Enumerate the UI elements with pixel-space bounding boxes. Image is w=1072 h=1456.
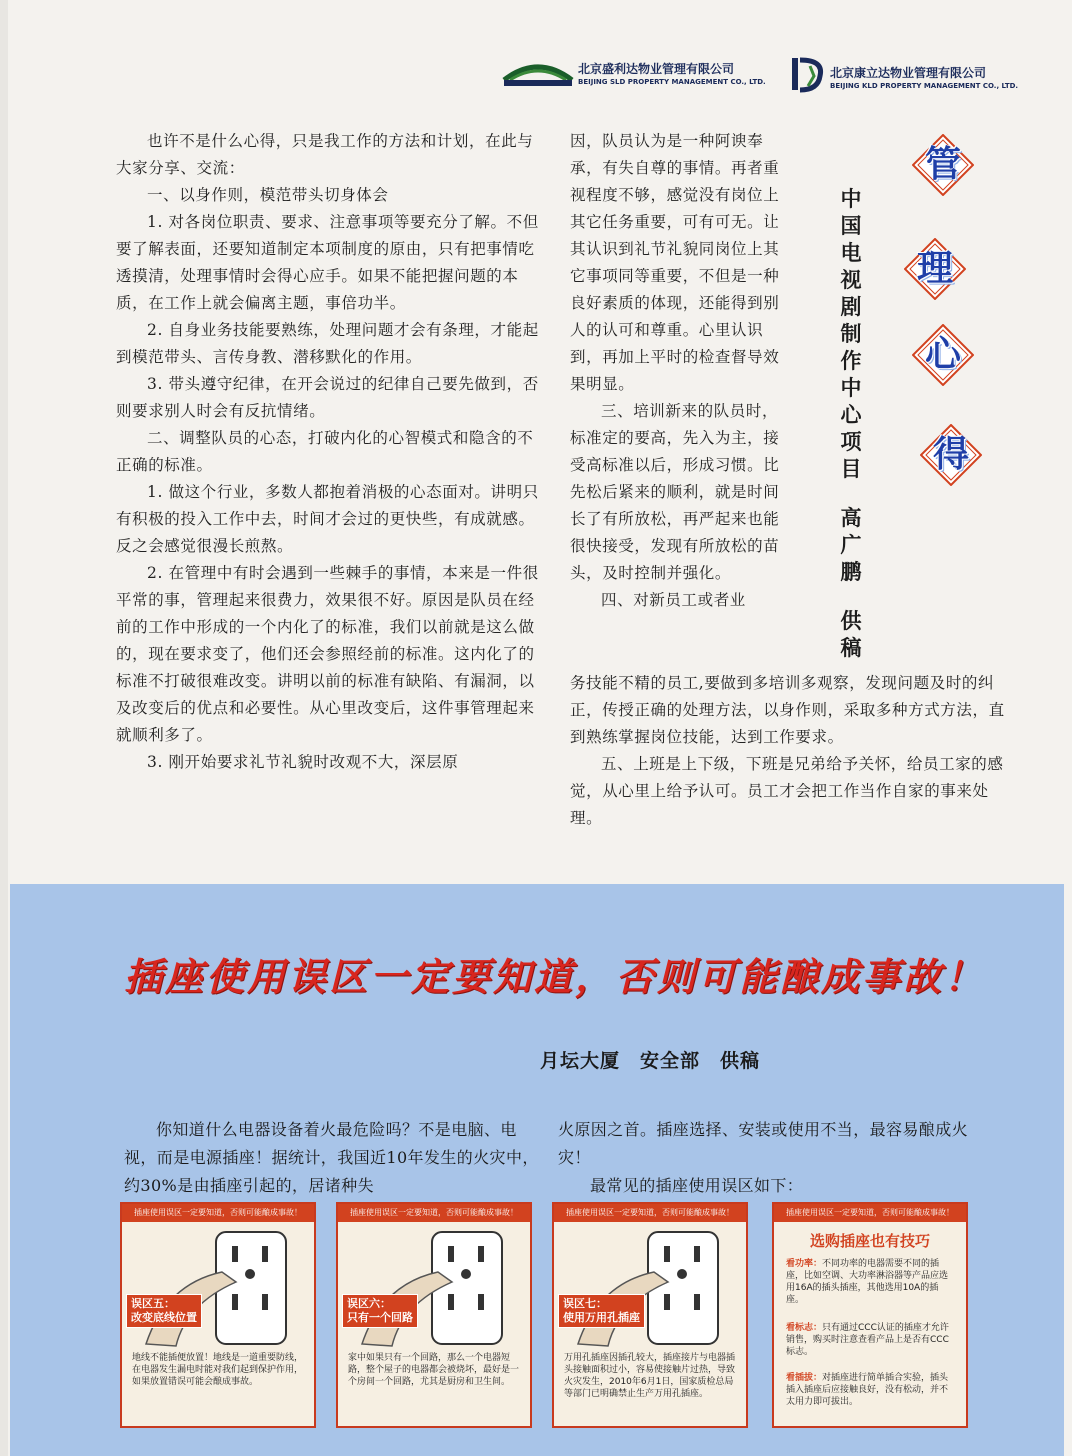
title-diamond-4 (920, 424, 982, 486)
byline-char: 视 (840, 268, 862, 292)
article-byline (836, 186, 866, 662)
banner-column-1 (124, 1116, 548, 1200)
panel4-item-label: 看标志： (786, 1323, 823, 1333)
socket-panel-4 (772, 1202, 968, 1428)
article-column-2 (570, 128, 792, 614)
paragraph: 2. 在管理中有时会遇到一些棘手的事情，本来是一件很平常的事，管理起来很费力，效果很不好。原因是队员在经前的工作中形成的一个内化了的标准，我们以前就是这么做的，现在要求变了，他们还会参照经前的标准。这内化了的标准不打破很难改变。讲明以前的标准有缺陷、有漏洞，以及改变后的优点和必要性。从心里改变后，这件事管理起来就顺利多了。 (116, 564, 539, 744)
byline-char: 中 (840, 376, 862, 400)
paragraph: 务技能不精的员工,要做到多培训多观察，发现问题及时的纠正，传授正确的处理方法，以身作则，采取多种方式方法，直到熟练掌握岗位技能，达到工作要求。 (570, 674, 1005, 746)
sld-logo-mark-icon (502, 58, 574, 92)
byline-char: 剧 (840, 295, 862, 319)
paragraph: 二、调整队员的心态，打破内化的心智模式和隐含的不正确的标准。 (116, 429, 534, 474)
panel-tag (558, 1294, 645, 1328)
panel4-item (786, 1258, 956, 1306)
author-char: 广 (840, 533, 862, 557)
socket-panel-3 (552, 1202, 748, 1428)
byline-char: 目 (840, 457, 862, 481)
socket-plug-icon (342, 1224, 526, 1352)
panel4-title: 选购插座也有技巧 (809, 1232, 930, 1250)
paragraph: 也许不是什么心得，只是我工作的方法和计划，在此与大家分享、交流： (116, 132, 534, 177)
panel-tag-line2: 使用万用孔插座 (563, 1311, 640, 1324)
logo1-name-en: BEIJING SLD PROPERTY MANAGEMENT CO., LTD. (578, 78, 766, 86)
paragraph: 你知道什么电器设备着火最危险吗？不是电脑、电视，而是电源插座！据统计，我国近10年发生的火灾中，约30%是由插座引起的，居诸种失 (124, 1120, 539, 1195)
panel4-item-label: 看插拔： (786, 1373, 823, 1383)
socket-plug-icon (558, 1224, 742, 1352)
panel4-item (786, 1322, 956, 1358)
socket-panel-1 (120, 1202, 316, 1428)
paragraph: 2. 自身业务技能要熟练，处理问题才会有条理，才能起到模范带头、言传身教、潜移默化的作用。 (116, 321, 539, 366)
panel4-item-text: 不同功率的电器需要不同的插座，比如空调、大功率淋浴器等产品应选用16A的插头插座，其他选用10A的插座。 (786, 1259, 949, 1305)
socket-panel-2 (336, 1202, 532, 1428)
company-logo-sld (502, 56, 770, 96)
panel-text: 万用孔插座因插孔较大，插座接片与电器插头接触面积过小，容易使接触片过热，导致火灾发生，2010年6月1日，国家质检总局等部门已明确禁止生产万用孔插座。 (564, 1353, 736, 1399)
banner-column-2 (558, 1116, 978, 1200)
panel4-item (786, 1372, 956, 1408)
paragraph: 3. 刚开始要求礼节礼貌时改观不大，深层原 (147, 753, 459, 771)
author-char: 高 (840, 506, 862, 530)
byline-gap (836, 586, 866, 608)
paragraph: 一、以身作则，模范带头切身体会 (147, 186, 389, 204)
paragraph: 三、培训新来的队员时，标准定的要高，先入为主，接受高标准以后，形成习惯。比先松后紧来的顺利，就是时间长了有所放松，再严起来也能很快接受，发现有所放松的苗头，及时控制并强化。 (570, 402, 780, 582)
panel-header: 插座使用误区一定要知道，否则可能酿成事故！ (338, 1204, 530, 1222)
title-diamond-1 (912, 134, 974, 196)
byline-char: 国 (840, 214, 862, 238)
title-char: 理 (916, 248, 953, 289)
byline-char: 电 (840, 241, 862, 265)
paragraph: 因，队员认为是一种阿谀奉承，有失自尊的事情。再者重视程度不够，感觉没有岗位上其它任务重要，可有可无。让其认识到礼节礼貌同岗位上其它事项同等重要，不但是一种良好素质的体现，还能得到别人的认可和尊重。心里认识到，再加上平时的检查督导效果明显。 (570, 132, 780, 393)
panel-tag-line2: 只有一个回路 (347, 1311, 413, 1324)
paragraph: 1. 做这个行业，多数人都抱着消极的心态面对。讲明只有积极的投入工作中去，时间才会过的更快些，有成就感。反之会感觉很漫长煎熬。 (116, 483, 539, 555)
byline-char: 制 (840, 322, 862, 346)
panel4-item-text: 只有通过CCC认证的插座才允许销售，购买时注意查看产品上是否有CCC标志。 (786, 1323, 949, 1357)
paragraph: 四、对新员工或者业 (601, 591, 746, 609)
byline-char: 项 (840, 430, 862, 454)
title-diamond-3 (912, 324, 974, 386)
paragraph: 五、上班是上下级，下班是兄弟给予关怀，给员工家的感觉，从心里上给予认可。员工才会把工作当作自家的事来处理。 (570, 755, 1004, 827)
article-column-3 (570, 670, 1010, 832)
kld-logo-mark-icon (790, 56, 826, 94)
logo2-name-cn: 北京康立达物业管理有限公司 (830, 66, 987, 80)
title-char: 心 (924, 334, 961, 375)
panel4-item-label: 看功率： (786, 1259, 823, 1269)
byline-char: 作 (840, 349, 862, 373)
panel-tag-line1: 误区六： (347, 1297, 391, 1310)
panel-header: 插座使用误区一定要知道，否则可能酿成事故！ (774, 1204, 966, 1222)
paragraph: 火原因之首。插座选择、安装或使用不当，最容易酿成火灾！ (558, 1120, 969, 1167)
paragraph: 最常见的插座使用误区如下： (590, 1176, 804, 1195)
byline-gap (836, 483, 866, 505)
panel-header: 插座使用误区一定要知道，否则可能酿成事故！ (554, 1204, 746, 1222)
logo1-name-cn: 北京盛利达物业管理有限公司 (578, 62, 735, 76)
byline-char: 中 (840, 187, 862, 211)
panel-tag-line2: 改变底线位置 (131, 1311, 197, 1324)
panel-text: 家中如果只有一个回路，那么一个电器短路，整个屋子的电器都会被烧坏，最好是一个房间一个回路，尤其是厨房和卫生间。 (348, 1353, 520, 1387)
title-char: 得 (932, 434, 969, 475)
banner-title: 插座使用误区一定要知道，否则可能酿成事故！ (124, 955, 986, 999)
title-diamond-2 (904, 238, 966, 300)
socket-plug-icon (126, 1224, 310, 1352)
banner-byline: 月坛大厦 安全部 供稿 (540, 1050, 761, 1072)
company-logo-kld (790, 56, 1038, 96)
paragraph: 1. 对各岗位职责、要求、注意事项等要充分了解。不但要了解表面，还要知道制定本项制度的原由，只有把事情吃透摸清，处理事情时会得心应手。如果不能把握问题的本质，在工作上就会偏离主题，事倍功半。 (116, 213, 539, 312)
logo2-name-en: BEIJING KLD PROPERTY MANAGEMENT CO., LTD. (830, 82, 1019, 90)
author-char: 鹏 (840, 560, 862, 584)
panel-tag (126, 1294, 202, 1328)
paragraph: 3. 带头遵守纪律，在开会说过的纪律自己要先做到，否则要求别人时会有反抗情绪。 (116, 375, 539, 420)
panel-text: 地线不能插便放置！地线是一道重要防线，在电器发生漏电时能对我们起到保护作用，如果放置错误可能会酿成事故。 (132, 1353, 304, 1387)
credit-char: 稿 (840, 636, 862, 660)
credit-char: 供 (840, 609, 862, 633)
title-char: 管 (924, 144, 961, 185)
panel-tag-line1: 误区七： (563, 1297, 607, 1310)
panel4-item-text: 对插座进行简单插合实验，插头插入插座后应接触良好，没有松动，并不太用力即可拔出。 (786, 1373, 949, 1407)
byline-char: 心 (840, 403, 862, 427)
panel-tag-line1: 误区五： (131, 1297, 175, 1310)
panel-tag (342, 1294, 418, 1328)
panel-header: 插座使用误区一定要知道，否则可能酿成事故！ (122, 1204, 314, 1222)
